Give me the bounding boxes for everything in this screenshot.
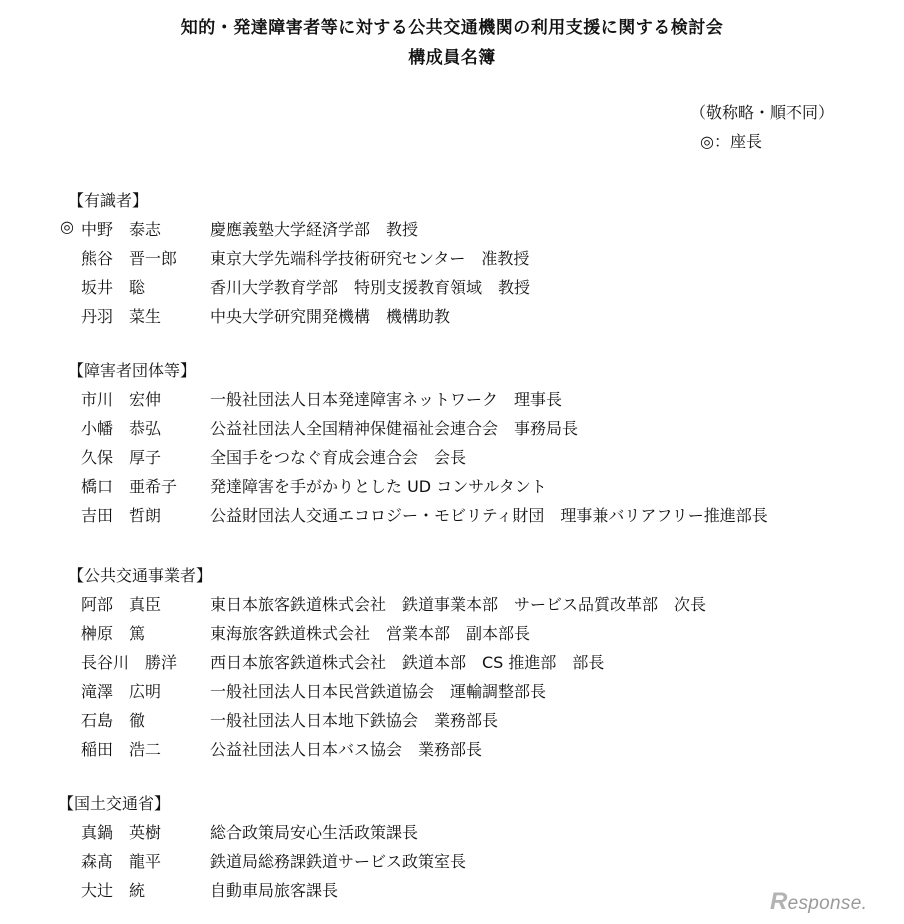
member-row [0,416,904,445]
document-title: 知的・発達障害者等に対する公共交通機関の利用支援に関する検討会 [180,18,724,38]
section-heading: 【公共交通事業者】 [68,566,213,585]
member-name-text: 滝澤 広明 [81,682,162,701]
member-name-text: 長谷川 勝洋 [81,653,178,672]
member-row [0,217,904,246]
response-watermark-logo [770,888,867,916]
member-affiliation: 鉄道局総務課鉄道サービス政策室長 [210,852,467,871]
member-row [0,445,904,474]
member-row [0,474,904,503]
member-row [0,708,904,737]
member-affiliation: 西日本旅客鉄道株式会社 鉄道本部 CS 推進部 部長 [210,653,605,672]
member-affiliation: 一般社団法人日本民営鉄道協会 運輸調整部長 [210,682,547,701]
member-name [81,878,145,901]
member-row [0,304,904,333]
member-name [60,217,162,240]
honorifics-note: （敬称略・順不同） [690,103,835,122]
member-name [81,592,161,615]
member-affiliation: 総合政策局安心生活政策課長 [210,823,419,842]
member-row [0,246,904,275]
member-name [81,650,177,673]
document-subtitle: 構成員名簿 [408,48,496,68]
member-name-text: 大辻 統 [81,881,146,900]
member-name-text: 真鍋 英樹 [81,823,162,842]
member-affiliation: 発達障害を手がかりとした UD コンサルタント [210,477,547,496]
member-name [81,708,145,731]
member-name-text: 稲田 浩二 [81,740,162,759]
chair-legend: ◎：座長 [700,132,762,151]
member-affiliation: 東海旅客鉄道株式会社 営業本部 副本部長 [210,624,531,643]
watermark-text: esponse. [787,893,868,914]
member-name-text: 坂井 聡 [81,278,146,297]
member-affiliation: 東京大学先端科学技術研究センター 准教授 [210,249,530,268]
member-row [0,679,904,708]
watermark-initial: R [770,888,788,915]
member-name [81,621,145,644]
member-name-text: 石島 徹 [81,711,146,730]
member-row [0,503,904,532]
section-heading: 【国土交通省】 [58,794,171,813]
member-affiliation: 香川大学教育学部 特別支援教育領域 教授 [210,278,531,297]
member-affiliation: 東日本旅客鉄道株式会社 鉄道事業本部 サービス品質改革部 次長 [210,595,707,614]
member-name-text: 熊谷 晋一郎 [81,249,178,268]
member-affiliation: 公益社団法人全国精神保健福祉会連合会 事務局長 [210,419,579,438]
member-row [0,387,904,416]
member-affiliation: 中央大学研究開発機構 機構助教 [210,307,451,326]
member-affiliation: 一般社団法人日本地下鉄協会 業務部長 [210,711,499,730]
chair-mark: ◎ [60,217,74,236]
member-name-text: 吉田 哲朗 [81,506,162,525]
member-name [81,246,177,269]
member-row [0,849,904,878]
member-name-text: 丹羽 菜生 [81,307,162,326]
member-name [81,416,161,439]
member-affiliation: 自動車局旅客課長 [210,881,339,900]
member-name [81,304,161,327]
member-name [81,679,161,702]
member-row [0,275,904,304]
member-name-text: 久保 厚子 [81,448,162,467]
member-name-text: 橋口 亜希子 [81,477,178,496]
member-name [81,275,145,298]
member-name-text: 市川 宏伸 [81,390,162,409]
member-name [81,474,177,497]
member-name [81,820,161,843]
member-name-text: 中野 泰志 [81,220,162,239]
member-affiliation: 公益財団法人交通エコロジー・モビリティ財団 理事兼バリアフリー推進部長 [210,506,768,525]
member-name [81,503,161,526]
member-name-text: 小幡 恭弘 [81,419,162,438]
member-name-text: 森髙 龍平 [81,852,162,871]
section-heading: 【障害者団体等】 [68,361,197,380]
member-row [0,820,904,849]
member-affiliation: 公益社団法人日本バス協会 業務部長 [210,740,483,759]
member-name-text: 榊原 篤 [81,624,146,643]
member-affiliation: 全国手をつなぐ育成会連合会 会長 [210,448,467,467]
member-name [81,387,161,410]
member-name [81,737,161,760]
member-row [0,650,904,679]
member-row [0,592,904,621]
member-row [0,878,904,907]
member-name [81,849,161,872]
member-affiliation: 一般社団法人日本発達障害ネットワーク 理事長 [210,390,563,409]
member-affiliation: 慶應義塾大学経済学部 教授 [210,220,419,239]
member-row [0,737,904,766]
member-name [81,445,161,468]
member-row [0,621,904,650]
section-heading: 【有識者】 [68,191,149,210]
member-name-text: 阿部 真臣 [81,595,162,614]
